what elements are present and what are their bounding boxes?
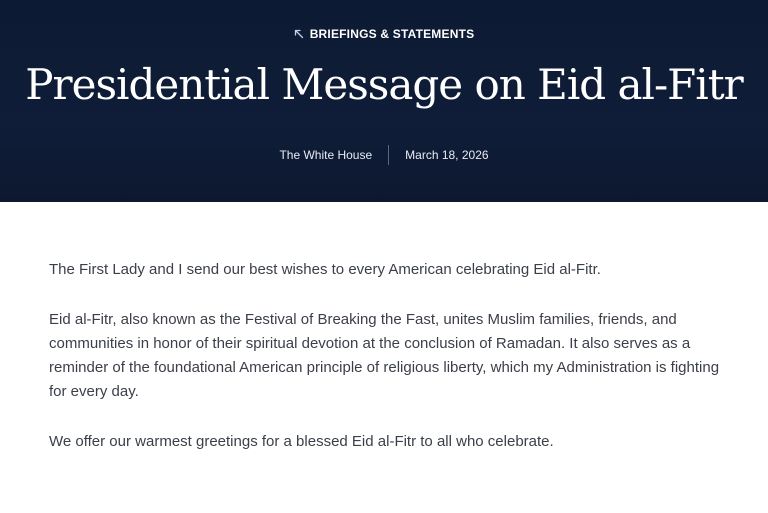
author-name: The White House [279, 148, 373, 162]
category-link[interactable] [0, 27, 768, 41]
page-title: Presidential Message on Eid al-Fitr [25, 60, 743, 109]
article-body [49, 258, 729, 480]
article-paragraph: Eid al-Fitr, also known as the Festival of Breaking the Fast, unites Muslim families, friends, and communities in honor of their spiritual devotion at the conclusion of Ramadan. It also serves as a reminder of the foundational American principle of religious liberty, which my Administration is fighting for every day. [49, 311, 720, 400]
article-meta [0, 145, 768, 165]
article-paragraph: We offer our warmest greetings for a blessed Eid al-Fitr to all who celebrate. [49, 433, 554, 450]
article-paragraph: The First Lady and I send our best wishes to every American celebrating Eid al-Fitr. [49, 261, 601, 278]
arrow-up-left-icon [294, 29, 304, 39]
publish-date: March 18, 2026 [405, 148, 489, 162]
category-label: BRIEFINGS & STATEMENTS [309, 27, 475, 41]
article-hero [0, 0, 768, 202]
